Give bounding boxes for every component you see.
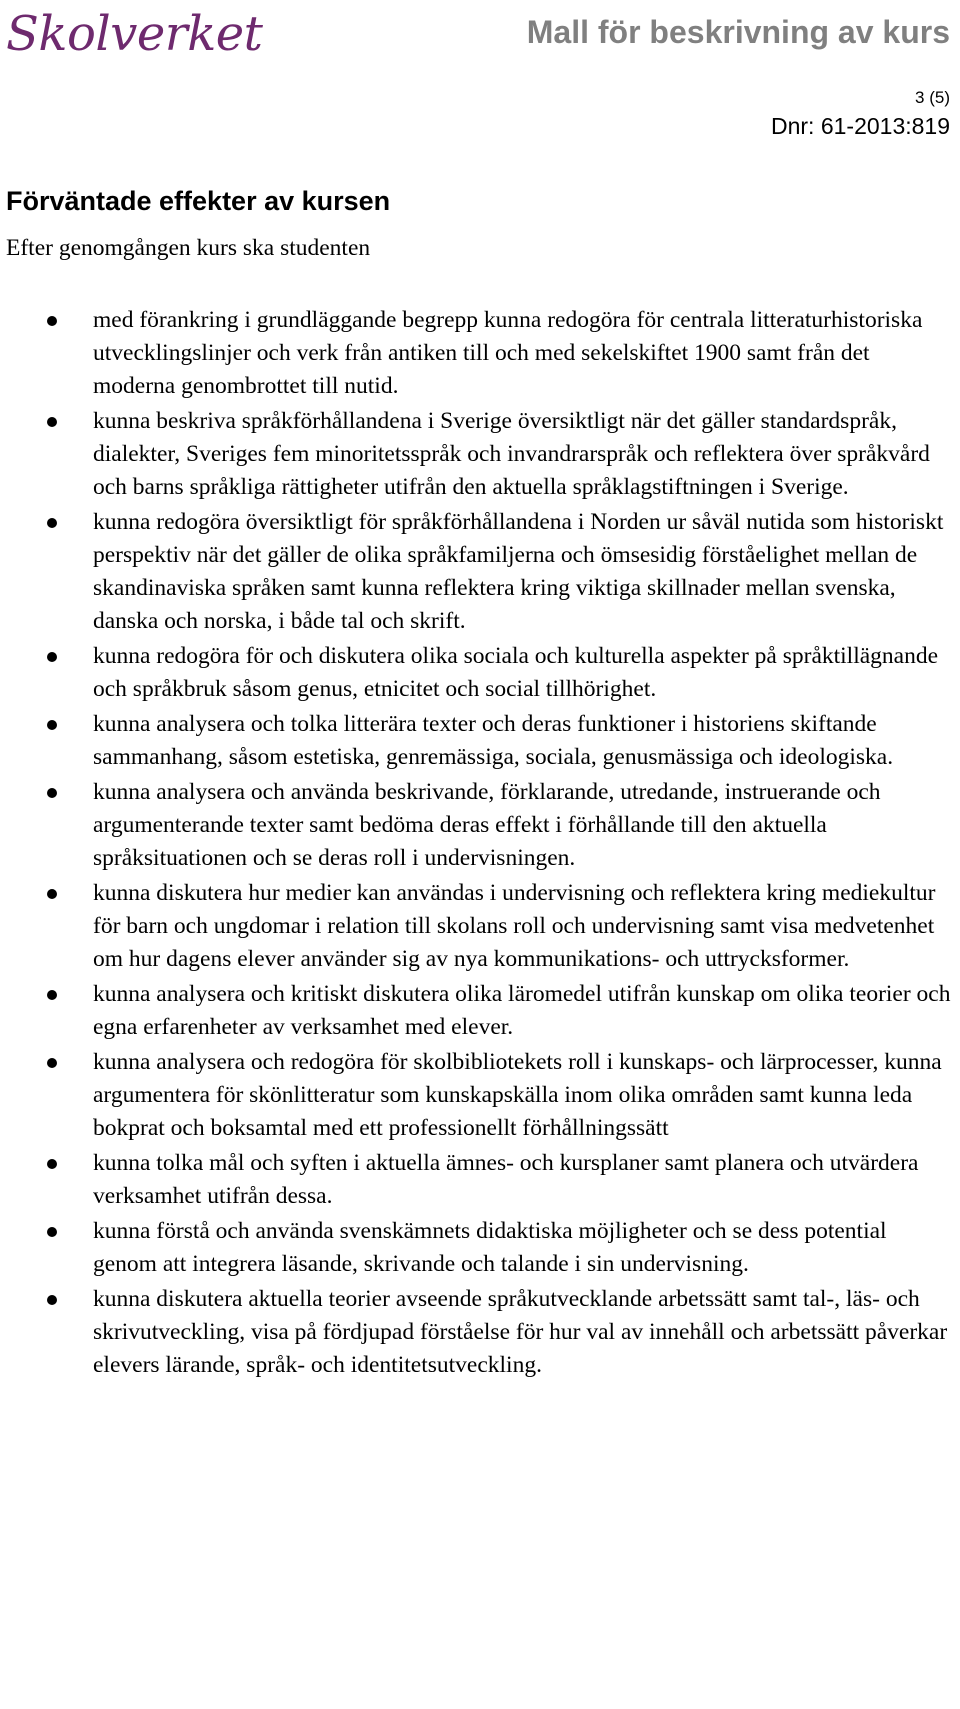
expected-effects-list [0,304,955,1384]
bullet-icon [47,788,57,798]
bullet-icon [47,518,57,528]
list-item [0,405,955,504]
list-item-text: kunna analysera och kritiskt diskutera olika läromedel utifrån kunskap om olika teorier och egna erfarenheter av verksamhet med elever. [93,981,951,1040]
list-item [0,978,955,1044]
list-item [0,708,955,774]
list-item-text: med förankring i grundläggande begrepp kunna redogöra för centrala litteraturhistoriska utvecklingslinjer och verk från antiken till och med sekelskiftet 1900 samt från det moderna genombrottet till nutid. [93,307,923,399]
bullet-icon [47,1227,57,1237]
bullet-icon [47,720,57,730]
bullet-icon [47,1058,57,1068]
list-item-text: kunna analysera och redogöra för skolbibliotekets roll i kunskaps- och lärprocesser, kunna argumentera för skönlitteratur som kunskapskälla inom olika områden samt kunna leda bokprat och boksamtal med ett professionellt förhållningssätt [93,1049,942,1141]
list-item-text: kunna redogöra för och diskutera olika sociala och kulturella aspekter på språktillägnande och språkbruk såsom genus, etnicitet och social tillhörighet. [93,643,939,702]
list-item-text: kunna beskriva språkförhållandena i Sverige översiktligt när det gäller standardspråk, dialekter, Sveriges fem minoritetsspråk och invandrarspråk och reflektera över språkvård och barns språkliga rättigheter utifrån den aktuella språklagstiftningen i Sverige. [93,408,930,500]
bullet-icon [47,1295,57,1305]
bullet-icon [47,652,57,662]
section-heading: Förväntade effekter av kursen [6,186,391,216]
list-item [0,640,955,706]
list-item [0,1147,955,1213]
list-item-text: kunna analysera och tolka litterära texter och deras funktioner i historiens skiftande sammanhang, såsom estetiska, genremässiga, sociala, genusmässiga och ideologiska. [93,711,894,770]
bullet-icon [47,316,57,326]
list-item [0,1215,955,1281]
list-item [0,304,955,403]
list-item-text: kunna förstå och använda svenskämnets didaktiska möjligheter och se dess potential genom att integrera läsande, skrivande och talande i sin undervisning. [93,1218,887,1277]
list-item [0,1283,955,1382]
document-type-title: Mall för beskrivning av kurs [526,14,950,50]
list-item-text: kunna analysera och använda beskrivande, förklarande, utredande, instruerande och argumenterande texter samt bedöma deras effekt i förhållande till den aktuella språksituationen och se deras roll i undervisningen. [93,779,881,871]
intro-text: Efter genomgången kurs ska studenten [6,235,371,261]
list-item-text: kunna redogöra översiktligt för språkförhållandena i Norden ur såväl nutida som historiskt perspektiv när det gäller de olika språkfamiljerna och ömsesidig förståelighet mellan de skandinaviska språken samt kunna reflektera kring viktiga skillnader mellan svenska, danska och norska, i både tal och skrift. [93,509,944,634]
skolverket-logo: Skolverket [6,6,263,62]
list-item [0,1046,955,1145]
bullet-icon [47,417,57,427]
list-item-text: kunna tolka mål och syften i aktuella ämnes- och kursplaner samt planera och utvärdera verksamhet utifrån dessa. [93,1150,919,1209]
page-number: 3 (5) [915,88,950,107]
list-item-text: kunna diskutera hur medier kan användas i undervisning och reflektera kring mediekultur för barn och ungdomar i relation till skolans roll och undervisning samt visa medvetenhet om hur dagens elever använder sig av nya kommunikations- och uttrycksformer. [93,880,936,972]
bullet-icon [47,1159,57,1169]
list-item [0,877,955,976]
list-item-text: kunna diskutera aktuella teorier avseende språkutvecklande arbetssätt samt tal-, läs- och skrivutveckling, visa på fördjupad förståelse för hur val av innehåll och arbetssätt påverkar elevers lärande, språk- och identitetsutveckling. [93,1286,948,1378]
diary-number: Dnr: 61-2013:819 [770,113,950,139]
list-item [0,506,955,638]
bullet-icon [47,889,57,899]
list-item [0,776,955,875]
bullet-icon [47,990,57,1000]
